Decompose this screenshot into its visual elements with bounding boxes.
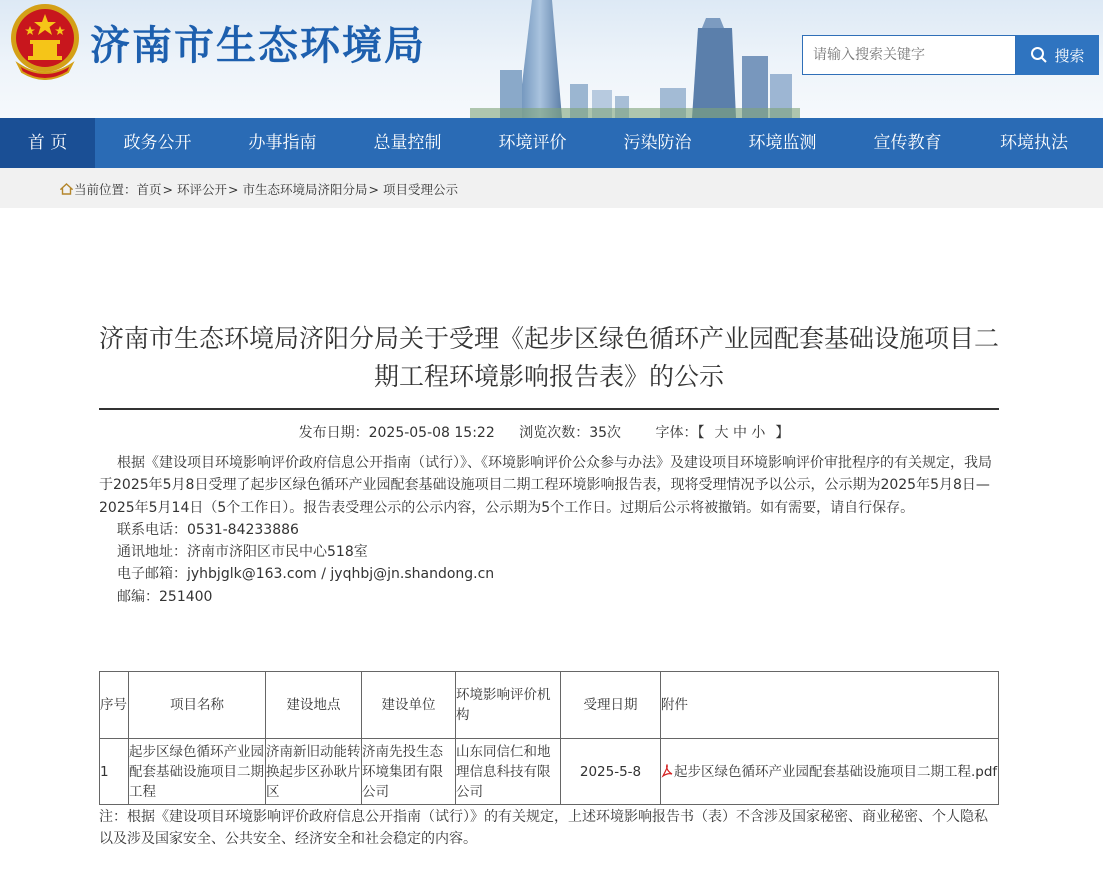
font-size-large[interactable]: 大 xyxy=(714,425,729,441)
nav-item-pollution-control[interactable]: 污染防治 xyxy=(623,133,692,153)
nav-item-environmental-assessment[interactable]: 环境评价 xyxy=(498,133,567,153)
city-skyline-image xyxy=(470,0,800,118)
table-row xyxy=(100,739,999,805)
cell-builder: 济南先投生态环境集团有限公司 xyxy=(362,739,456,805)
header-date: 受理日期 xyxy=(561,672,661,739)
nav-item-home[interactable]: 首 页 xyxy=(0,118,95,168)
cell-location: 济南新旧动能转换起步区孙耿片区 xyxy=(266,739,362,805)
search-input[interactable] xyxy=(802,35,1016,75)
site-header xyxy=(0,0,1103,118)
title-divider xyxy=(99,408,999,410)
article-body xyxy=(99,452,999,608)
breadcrumb-separator: > xyxy=(162,181,174,197)
cell-project: 起步区绿色循环产业园配套基础设施项目二期工程 xyxy=(129,739,266,805)
header-attachment: 附件 xyxy=(661,672,999,739)
article-paragraph: 根据《建设项目环境影响评价政府信息公开指南（试行）》、《环境影响评价公众参与办法》及建设项目环境影响评价审批程序的有关规定，我局于2025年5月8日受理了起步区绿色循环产业园配套基础设施项目二期工程环境影响报告表，现将受理情况予以公示，公示期为2025年5月8日—2025年5月14日（5个工作日）。报告表受理公示的公示内容，公示期为5个工作日。过期后公示将被撤销。如有需要，请自行保存。 xyxy=(99,455,992,516)
font-size-small[interactable]: 小 xyxy=(751,425,766,441)
nav-item-publicity-education[interactable]: 宣传教育 xyxy=(873,133,942,153)
font-size-medium[interactable]: 中 xyxy=(732,425,747,441)
header-no: 序号 xyxy=(100,672,129,739)
nav-item-total-control[interactable]: 总量控制 xyxy=(373,133,442,153)
article-meta xyxy=(99,422,999,442)
search-button[interactable] xyxy=(1016,35,1099,75)
nav-item-environmental-monitoring[interactable]: 环境监测 xyxy=(748,133,817,153)
publish-date: 发布日期：2025-05-08 15:22 xyxy=(298,425,495,441)
cell-attachment xyxy=(661,739,999,805)
breadcrumb-jiyang-branch[interactable]: 市生态环境局济阳分局 xyxy=(242,182,368,197)
search-button-label: 搜索 xyxy=(1054,46,1085,65)
breadcrumb-bar xyxy=(0,168,1103,208)
breadcrumb-eia-public[interactable]: 环评公开 xyxy=(177,182,228,197)
breadcrumb-prefix: 当前位置： xyxy=(74,182,137,197)
national-emblem-icon[interactable] xyxy=(8,2,82,80)
breadcrumb-separator: > xyxy=(368,181,380,197)
view-count: 浏览次数：35次 xyxy=(519,425,622,441)
breadcrumb xyxy=(60,180,458,198)
table-header-row xyxy=(100,672,999,739)
contact-email: 电子邮箱：jyhbjglk@163.com / jyqhbj@jn.shandong.cn xyxy=(117,566,495,583)
header-location: 建设地点 xyxy=(266,672,362,739)
breadcrumb-current[interactable]: 项目受理公示 xyxy=(383,182,459,197)
attachment-pdf-link[interactable]: 起步区绿色循环产业园配套基础设施项目二期工程.pdf xyxy=(674,763,998,780)
header-agency: 环境影响评价机构 xyxy=(456,672,561,739)
cell-agency: 山东同信仁和地理信息科技有限公司 xyxy=(456,739,561,805)
nav-item-law-enforcement[interactable]: 环境执法 xyxy=(1000,133,1068,153)
font-size-label: 字体：【 xyxy=(655,425,705,441)
main-nav xyxy=(0,118,1103,168)
contact-phone: 联系电话：0531-84233886 xyxy=(117,521,299,538)
nav-item-government-affairs[interactable]: 政务公开 xyxy=(123,133,192,153)
cell-no: 1 xyxy=(100,739,129,805)
disclaimer-note: 注：根据《建设项目环境影响评价政府信息公开指南（试行）》的有关规定，上述环境影响报告书（表）不含涉及国家秘密、商业秘密、个人隐私以及涉及国家安全、公共安全、经济安全和社会稳定的内容。 xyxy=(99,809,988,847)
breadcrumb-separator: > xyxy=(228,181,239,197)
nav-item-service-guide[interactable]: 办事指南 xyxy=(248,133,317,153)
font-size-close: 】 xyxy=(775,425,790,441)
article-title: 济南市生态环境局济阳分局关于受理《起步区绿色循环产业园配套基础设施项目二期工程环境影响报告表》的公示 xyxy=(99,324,1000,391)
header-project: 项目名称 xyxy=(129,672,266,739)
home-icon xyxy=(60,183,73,195)
header-builder: 建设单位 xyxy=(362,672,456,739)
contact-postcode: 邮编：251400 xyxy=(117,588,213,605)
breadcrumb-home[interactable]: 首页 xyxy=(136,182,162,197)
project-table xyxy=(99,671,999,805)
search-icon xyxy=(1030,46,1048,64)
contact-address: 通讯地址：济南市济阳区市民中心518室 xyxy=(117,544,368,561)
font-size-control xyxy=(646,425,800,441)
pdf-file-icon xyxy=(661,764,674,778)
cell-date: 2025-5-8 xyxy=(561,739,661,805)
site-title[interactable]: 济南市生态环境局 xyxy=(90,23,426,69)
